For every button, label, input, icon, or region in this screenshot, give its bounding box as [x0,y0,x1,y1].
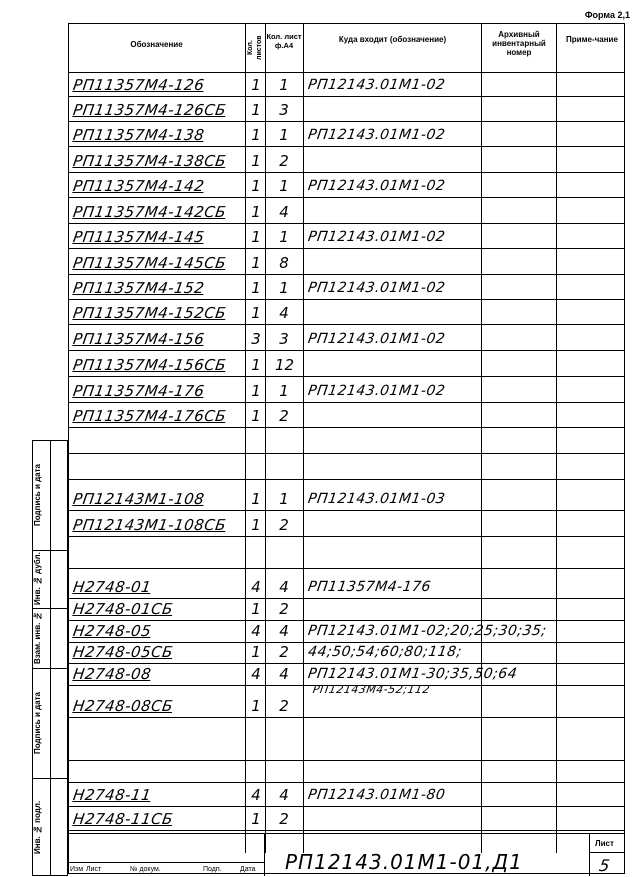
row-format-sheets: 2 [279,697,289,715]
header-archive: Архивный инвентарный номер [492,30,546,57]
document-code: РП12143.01М1-01,Д1 [285,850,523,874]
table-frame [68,23,625,874]
row-format-sheets: 1 [279,279,289,297]
row-sheets-count: 1 [251,126,261,144]
row-used-in: РП12143.01М1-02 [307,127,447,143]
row-line [68,598,625,599]
row-sheets-count: 1 [251,101,261,119]
row-used-in: РП11357М4-176 [307,579,433,595]
side-divider [50,440,51,876]
row-format-sheets: 2 [279,643,289,661]
row-line [68,830,625,831]
row-designation: РП11357М4-126 [72,76,206,94]
row-line [68,172,625,173]
stamp-list: Лист [86,866,102,873]
row-used-in: РП12143.01М1-02;20;25;30;35; [307,623,548,639]
row-sheets-count: 1 [251,407,261,425]
row-designation: РП11357М4-126СБ [72,101,228,119]
row-line [68,536,625,537]
row-designation: РП11357М4-145 [72,228,206,246]
row-format-sheets: 2 [279,810,289,828]
row-line [68,248,625,249]
row-designation: РП11357М4-156СБ [72,356,228,374]
sheet-label: Лист [595,839,614,848]
row-sheets-count: 1 [251,177,261,195]
row-format-sheets: 2 [279,516,289,534]
row-used-in: РП12143.01М1-80 [307,787,447,803]
row-line [68,197,625,198]
stamp-date: Дата [240,866,256,873]
row-format-sheets: 1 [279,126,289,144]
row-format-sheets: 3 [279,330,289,348]
row-sheets-count: 4 [251,622,261,640]
row-used-in: РП12143.01М1-30;35,50;64 [307,666,519,682]
row-designation: РП11357М4-152 [72,279,206,297]
row-sheets-count: 1 [251,490,261,508]
row-line [68,806,625,807]
row-format-sheets: 4 [279,622,289,640]
row-format-sheets: 2 [279,600,289,618]
row-line [68,760,625,761]
row-designation: РП11357М4-156 [72,330,206,348]
row-used-in: 44;50;54;60;80;118; [307,644,463,660]
row-line [68,568,625,569]
col-divider [556,23,557,853]
row-line [68,620,625,621]
row-format-sheets: 1 [279,76,289,94]
stamp-sign: Подп. [203,866,222,873]
row-designation: Н2748-01СБ [72,600,175,618]
row-line [68,324,625,325]
row-used-in: РП12143.01М1-02 [307,229,447,245]
row-sheets-count: 1 [251,304,261,322]
row-designation: РП11357М4-138 [72,126,206,144]
row-line [68,146,625,147]
row-sheets-count: 1 [251,600,261,618]
row-used-in: РП12143.01М1-02 [307,331,447,347]
header-format-sheets: Кол. лист ф.А4 [266,32,302,50]
side-label: Взам. инв. № [33,611,42,665]
row-line [68,376,625,377]
row-designation: Н2748-01 [72,578,153,596]
row-format-sheets: 1 [279,228,289,246]
row-sheets-count: 1 [251,516,261,534]
row-line [68,299,625,300]
col-divider [245,23,246,853]
row-sheets-count: 1 [251,643,261,661]
row-line [68,782,625,783]
row-sheets-count: 1 [251,203,261,221]
row-sheets-count: 1 [251,228,261,246]
row-format-sheets: 2 [279,407,289,425]
row-format-sheets: 1 [279,177,289,195]
row-designation: Н2748-11 [72,786,153,804]
form-label: Форма 2,1 [584,10,630,20]
row-sheets-count: 1 [251,76,261,94]
row-designation: Н2748-05СБ [72,643,175,661]
col-divider [303,23,304,853]
row-designation: РП11357М4-142 [72,177,206,195]
row-format-sheets: 4 [279,665,289,683]
row-line [68,453,625,454]
row-sheets-count: 1 [251,254,261,272]
row-used-in: РП12143.01М1-02 [307,383,447,399]
row-designation: РП12143М1-108 [72,490,206,508]
title-divider-h2 [589,852,625,853]
stamp-izm: Изм [70,866,84,873]
row-sheets-count: 1 [251,697,261,715]
row-line [68,96,625,97]
row-designation: РП11357М4-138СБ [72,152,228,170]
row-format-sheets: 4 [279,304,289,322]
header-designation: Обозначение [130,40,183,49]
row-designation: Н2748-11СБ [72,810,175,828]
title-divider [589,833,590,876]
row-format-sheets: 8 [279,254,289,272]
row-sheets-count: 1 [251,382,261,400]
row-line [68,717,625,718]
row-designation: Н2748-08СБ [72,697,175,715]
row-sheets-count: 4 [251,578,261,596]
row-sheets-count: 1 [251,279,261,297]
row-format-sheets: 12 [275,356,295,374]
row-format-sheets: 2 [279,152,289,170]
row-format-sheets: 4 [279,578,289,596]
row-designation: РП11357М4-152СБ [72,304,228,322]
row-used-in: РП12143.01М1-02 [307,280,447,296]
side-label: Инв. № дубл. [33,552,42,606]
row-designation: Н2748-08 [72,665,153,683]
row-line [68,121,625,122]
side-label: Подпись и дата [33,464,42,526]
col-divider [481,23,482,853]
row-line [68,350,625,351]
title-divider [264,833,265,876]
header-bottom-line [68,72,625,73]
row-format-sheets: 3 [279,101,289,119]
row-used-in: РП12143.01М1-03 [307,491,447,507]
overlap-annotation: РП12143М4-52;112 [312,683,431,696]
row-sheets-count: 1 [251,152,261,170]
header-used-in: Куда входит (обозначение) [338,35,447,44]
side-label: Подпись и дата [33,692,42,754]
row-sheets-count: 1 [251,810,261,828]
row-line [68,663,625,664]
row-format-sheets: 1 [279,382,289,400]
row-format-sheets: 4 [279,786,289,804]
row-line [68,510,625,511]
row-sheets-count: 1 [251,356,261,374]
row-used-in: РП12143.01М1-02 [307,178,447,194]
row-line [68,402,625,403]
side-label: Инв. № подл. [33,800,42,854]
row-format-sheets: 4 [279,203,289,221]
row-line [68,223,625,224]
row-sheets-count: 3 [251,330,261,348]
row-format-sheets: 1 [279,490,289,508]
title-divider-h [68,862,264,863]
header-sheets-count: Кол. листов [247,35,263,61]
row-line [68,479,625,480]
row-designation: РП11357М4-145СБ [72,254,228,272]
row-sheets-count: 4 [251,665,261,683]
row-designation: РП11357М4-176 [72,382,206,400]
row-line [68,427,625,428]
stamp-doc: № докум. [130,866,161,873]
col-divider [265,23,266,853]
row-used-in: РП12143.01М1-02 [307,77,447,93]
row-sheets-count: 4 [251,786,261,804]
row-line [68,274,625,275]
row-designation: РП11357М4-176СБ [72,407,228,425]
row-designation: РП12143М1-108СБ [72,516,228,534]
header-note: Приме-чание [566,35,618,44]
row-designation: Н2748-05 [72,622,153,640]
sheet-number: 5 [598,856,612,875]
row-designation: РП11357М4-142СБ [72,203,228,221]
